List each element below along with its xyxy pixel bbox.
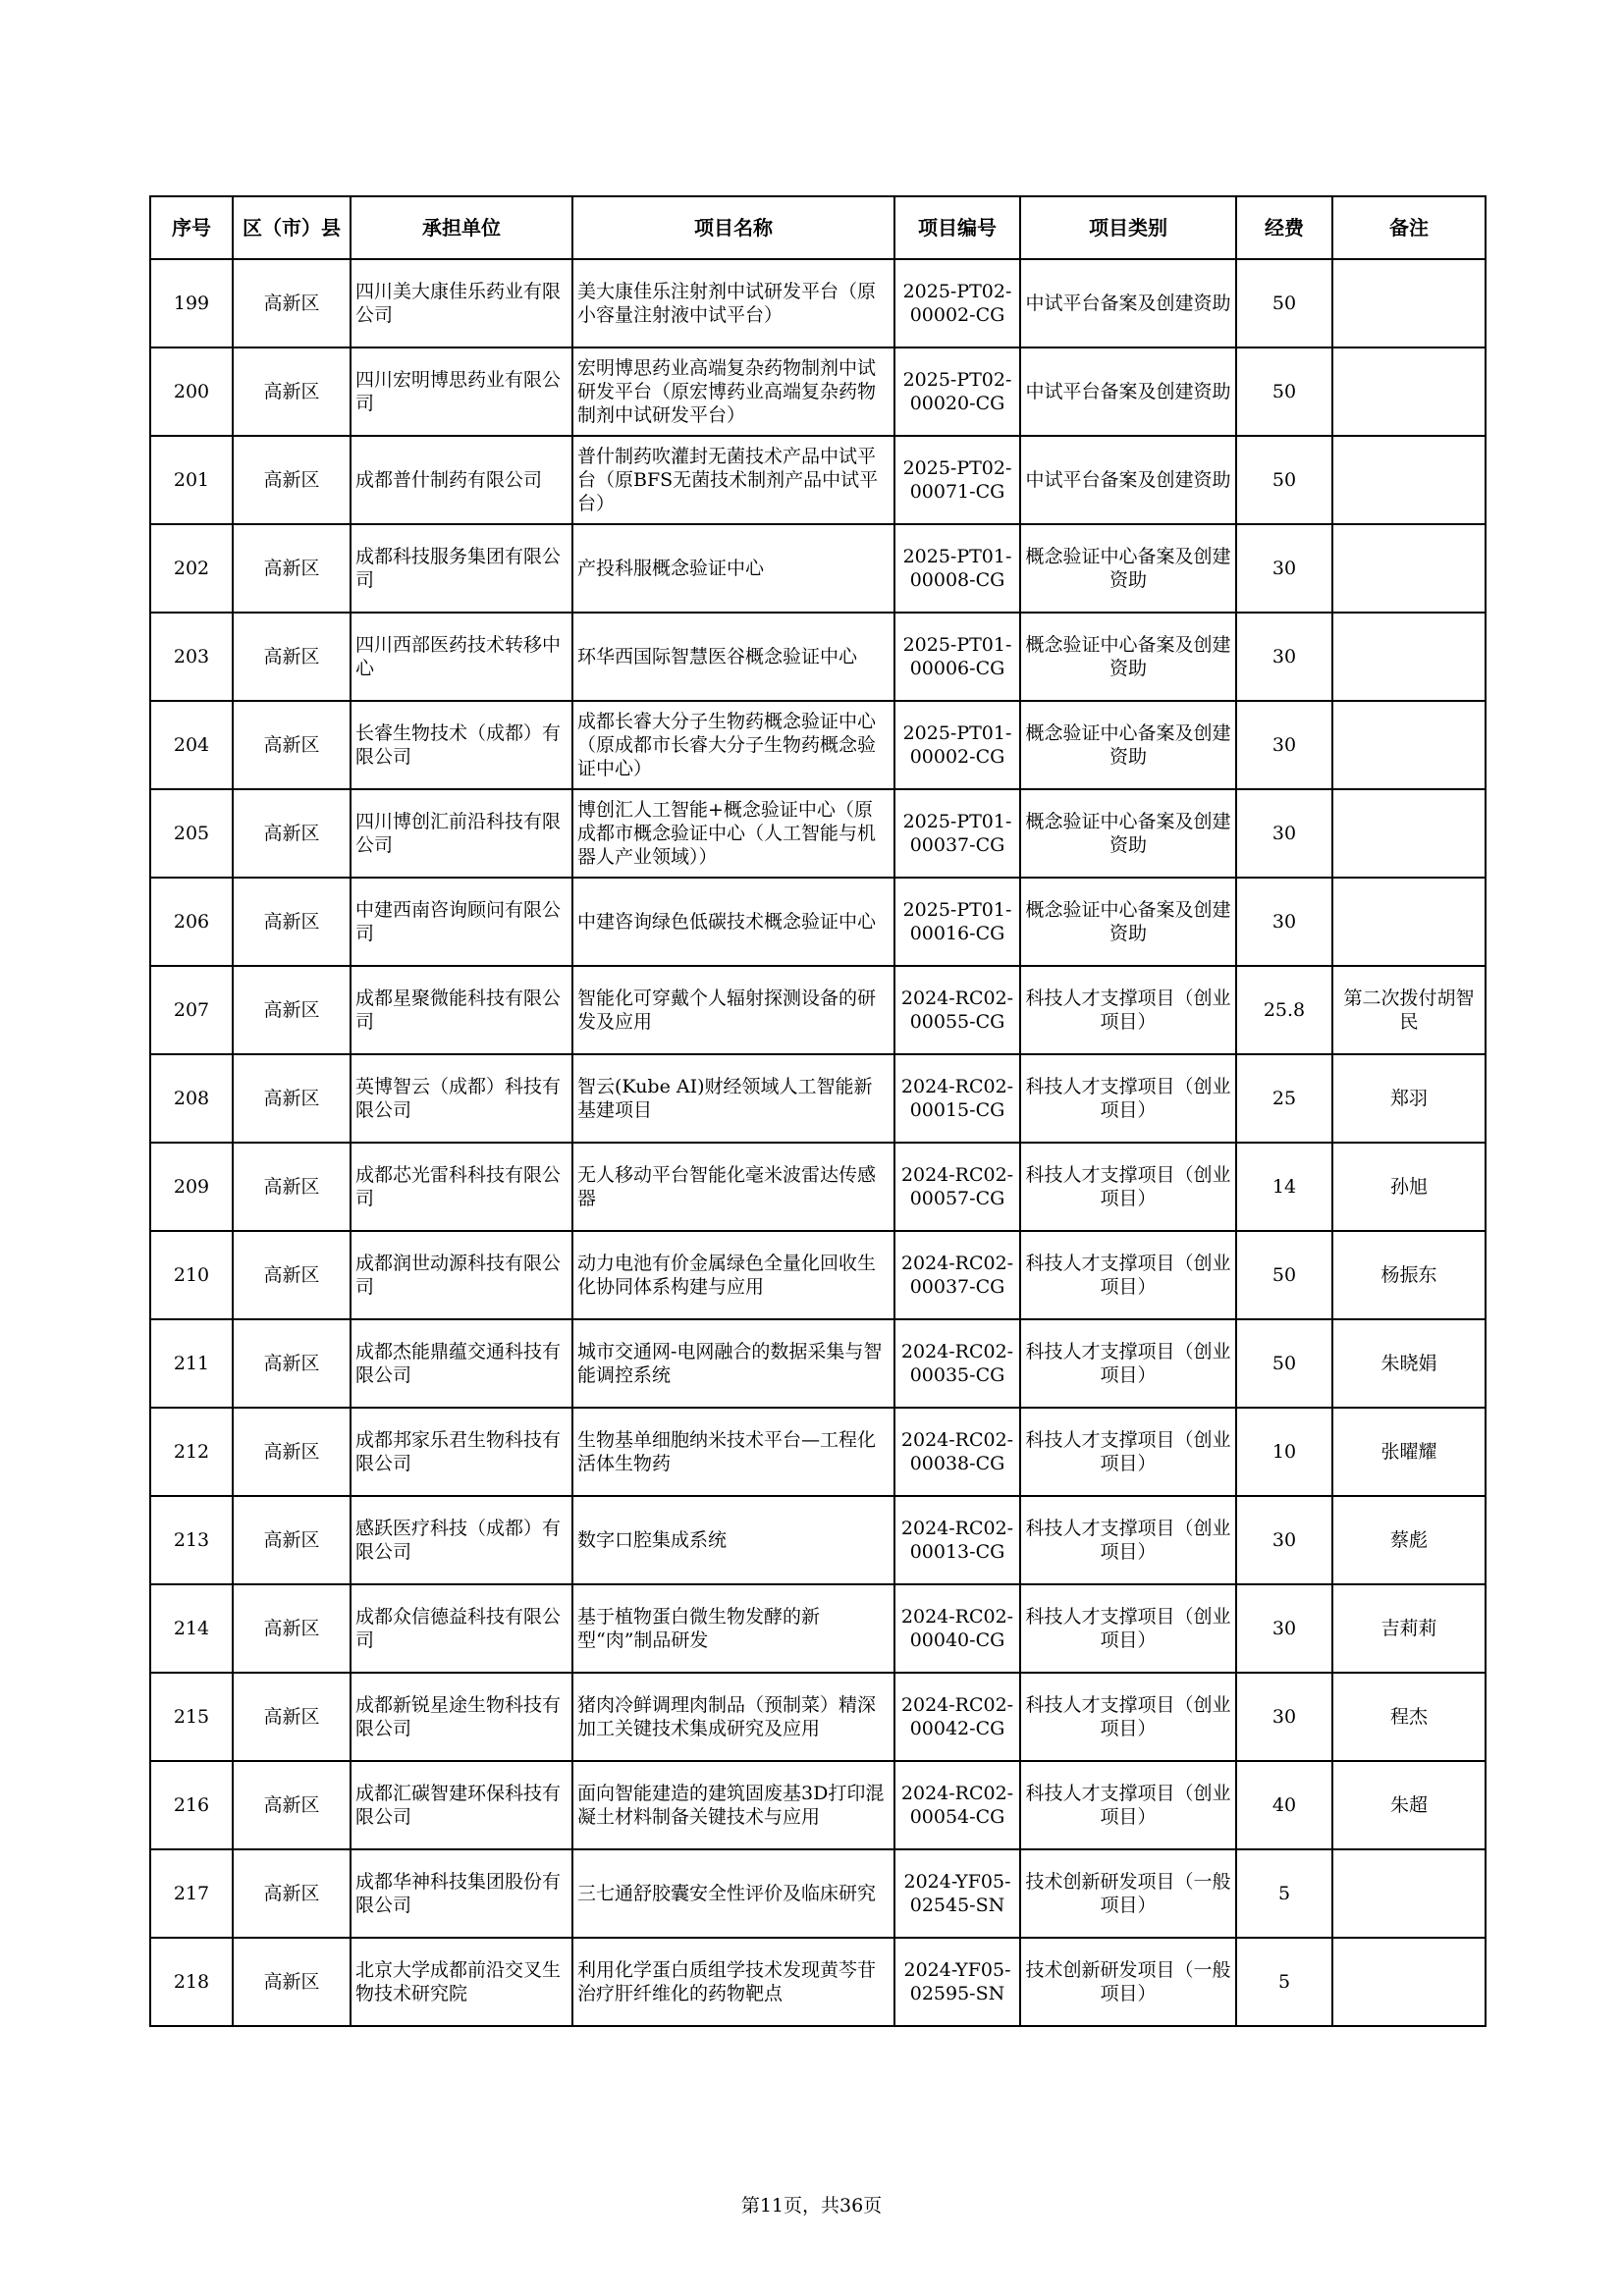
table-row — [150, 1761, 1486, 1849]
cell-project: 中建咨询绿色低碳技术概念验证中心 — [572, 878, 894, 966]
cell-remark — [1332, 789, 1486, 878]
cell-category: 科技人才支撑项目（创业项目） — [1020, 1319, 1236, 1408]
cell-category: 概念验证中心备案及创建资助 — [1020, 701, 1236, 789]
cell-code: 2024-YF05-02595-SN — [894, 1938, 1020, 2026]
cell-district: 高新区 — [233, 1231, 351, 1319]
cell-funding: 50 — [1236, 347, 1332, 436]
cell-unit: 感跃医疗科技（成都）有限公司 — [351, 1496, 572, 1584]
cell-district: 高新区 — [233, 966, 351, 1054]
cell-project: 数字口腔集成系统 — [572, 1496, 894, 1584]
table-row — [150, 1054, 1486, 1143]
table-row — [150, 347, 1486, 436]
cell-project: 宏明博思药业高端复杂药物制剂中试研发平台（原宏博药业高端复杂药物制剂中试研发平台） — [572, 347, 894, 436]
cell-district: 高新区 — [233, 259, 351, 347]
cell-project: 产投科服概念验证中心 — [572, 524, 894, 613]
cell-project: 面向智能建造的建筑固废基3D打印混凝土材料制备关键技术与应用 — [572, 1761, 894, 1849]
cell-remark — [1332, 701, 1486, 789]
cell-category: 技术创新研发项目（一般项目） — [1020, 1938, 1236, 2026]
cell-category: 科技人才支撑项目（创业项目） — [1020, 1143, 1236, 1231]
cell-funding: 50 — [1236, 259, 1332, 347]
cell-remark: 蔡彪 — [1332, 1496, 1486, 1584]
cell-unit: 成都杰能鼎蕴交通科技有限公司 — [351, 1319, 572, 1408]
header-funding: 经费 — [1236, 196, 1332, 259]
cell-remark: 第二次拨付胡智民 — [1332, 966, 1486, 1054]
page-footer: 第11页，共36页 — [740, 2195, 883, 2216]
cell-code: 2024-RC02-00042-CG — [894, 1673, 1020, 1761]
cell-remark: 郑羽 — [1332, 1054, 1486, 1143]
table-row — [150, 1849, 1486, 1938]
cell-code: 2025-PT02-00071-CG — [894, 436, 1020, 524]
cell-unit: 成都润世动源科技有限公司 — [351, 1231, 572, 1319]
cell-project: 智能化可穿戴个人辐射探测设备的研发及应用 — [572, 966, 894, 1054]
cell-category: 科技人才支撑项目（创业项目） — [1020, 1761, 1236, 1849]
cell-unit: 英博智云（成都）科技有限公司 — [351, 1054, 572, 1143]
cell-funding: 30 — [1236, 789, 1332, 878]
cell-seq: 210 — [150, 1231, 233, 1319]
cell-unit: 成都汇碳智建环保科技有限公司 — [351, 1761, 572, 1849]
cell-seq: 213 — [150, 1496, 233, 1584]
cell-funding: 25 — [1236, 1054, 1332, 1143]
cell-code: 2024-RC02-00035-CG — [894, 1319, 1020, 1408]
cell-unit: 成都众信德益科技有限公司 — [351, 1584, 572, 1673]
cell-funding: 25.8 — [1236, 966, 1332, 1054]
cell-category: 科技人才支撑项目（创业项目） — [1020, 1408, 1236, 1496]
cell-district: 高新区 — [233, 1054, 351, 1143]
table-row — [150, 1231, 1486, 1319]
cell-project: 猪肉冷鲜调理肉制品（预制菜）精深加工关键技术集成研究及应用 — [572, 1673, 894, 1761]
cell-unit: 中建西南咨询顾问有限公司 — [351, 878, 572, 966]
cell-funding: 30 — [1236, 1584, 1332, 1673]
cell-project: 美大康佳乐注射剂中试研发平台（原小容量注射液中试平台） — [572, 259, 894, 347]
cell-code: 2025-PT02-00020-CG — [894, 347, 1020, 436]
cell-remark: 程杰 — [1332, 1673, 1486, 1761]
cell-project: 成都长睿大分子生物药概念验证中心（原成都市长睿大分子生物药概念验证中心） — [572, 701, 894, 789]
cell-funding: 10 — [1236, 1408, 1332, 1496]
cell-code: 2025-PT02-00002-CG — [894, 259, 1020, 347]
cell-remark — [1332, 878, 1486, 966]
table-row — [150, 878, 1486, 966]
table-row — [150, 1938, 1486, 2026]
header-seq: 序号 — [150, 196, 233, 259]
cell-district: 高新区 — [233, 1849, 351, 1938]
cell-seq: 214 — [150, 1584, 233, 1673]
cell-unit: 成都科技服务集团有限公司 — [351, 524, 572, 613]
cell-remark: 吉莉莉 — [1332, 1584, 1486, 1673]
table-row — [150, 966, 1486, 1054]
table-header-row — [150, 196, 1486, 259]
cell-category: 科技人才支撑项目（创业项目） — [1020, 1054, 1236, 1143]
table-row — [150, 701, 1486, 789]
cell-seq: 206 — [150, 878, 233, 966]
cell-category: 概念验证中心备案及创建资助 — [1020, 613, 1236, 701]
cell-code: 2024-RC02-00015-CG — [894, 1054, 1020, 1143]
cell-district: 高新区 — [233, 1761, 351, 1849]
header-district: 区（市）县 — [233, 196, 351, 259]
cell-unit: 成都邦家乐君生物科技有限公司 — [351, 1408, 572, 1496]
table-row — [150, 436, 1486, 524]
cell-code: 2025-PT01-00037-CG — [894, 789, 1020, 878]
cell-remark — [1332, 1849, 1486, 1938]
cell-code: 2024-RC02-00040-CG — [894, 1584, 1020, 1673]
cell-seq: 201 — [150, 436, 233, 524]
header-project: 项目名称 — [572, 196, 894, 259]
cell-code: 2025-PT01-00002-CG — [894, 701, 1020, 789]
table-row — [150, 789, 1486, 878]
cell-remark: 杨振东 — [1332, 1231, 1486, 1319]
cell-code: 2024-RC02-00057-CG — [894, 1143, 1020, 1231]
cell-project: 生物基单细胞纳米技术平台—工程化活体生物药 — [572, 1408, 894, 1496]
cell-category: 中试平台备案及创建资助 — [1020, 436, 1236, 524]
cell-funding: 50 — [1236, 1319, 1332, 1408]
cell-district: 高新区 — [233, 1584, 351, 1673]
cell-project: 博创汇人工智能+概念验证中心（原成都市概念验证中心（人工智能与机器人产业领域）） — [572, 789, 894, 878]
table-row — [150, 259, 1486, 347]
cell-funding: 5 — [1236, 1938, 1332, 2026]
cell-remark — [1332, 524, 1486, 613]
cell-code: 2024-RC02-00054-CG — [894, 1761, 1020, 1849]
cell-remark: 张曜耀 — [1332, 1408, 1486, 1496]
cell-project: 三七通舒胶囊安全性评价及临床研究 — [572, 1849, 894, 1938]
cell-funding: 30 — [1236, 1496, 1332, 1584]
cell-unit: 四川宏明博思药业有限公司 — [351, 347, 572, 436]
cell-project: 利用化学蛋白质组学技术发现黄芩苷治疗肝纤维化的药物靶点 — [572, 1938, 894, 2026]
cell-unit: 成都星聚微能科技有限公司 — [351, 966, 572, 1054]
cell-code: 2025-PT01-00008-CG — [894, 524, 1020, 613]
cell-funding: 30 — [1236, 1673, 1332, 1761]
cell-unit: 成都芯光雷科科技有限公司 — [351, 1143, 572, 1231]
cell-category: 技术创新研发项目（一般项目） — [1020, 1849, 1236, 1938]
cell-remark — [1332, 613, 1486, 701]
cell-code: 2025-PT01-00006-CG — [894, 613, 1020, 701]
cell-remark — [1332, 347, 1486, 436]
cell-funding: 40 — [1236, 1761, 1332, 1849]
cell-category: 概念验证中心备案及创建资助 — [1020, 789, 1236, 878]
cell-category: 科技人才支撑项目（创业项目） — [1020, 1231, 1236, 1319]
cell-unit: 北京大学成都前沿交叉生物技术研究院 — [351, 1938, 572, 2026]
cell-category: 中试平台备案及创建资助 — [1020, 259, 1236, 347]
cell-district: 高新区 — [233, 613, 351, 701]
cell-category: 科技人才支撑项目（创业项目） — [1020, 1496, 1236, 1584]
cell-category: 概念验证中心备案及创建资助 — [1020, 524, 1236, 613]
cell-unit: 长睿生物技术（成都）有限公司 — [351, 701, 572, 789]
cell-funding: 5 — [1236, 1849, 1332, 1938]
cell-project: 基于植物蛋白微生物发酵的新型“肉”制品研发 — [572, 1584, 894, 1673]
cell-remark — [1332, 259, 1486, 347]
cell-seq: 215 — [150, 1673, 233, 1761]
cell-project: 动力电池有价金属绿色全量化回收生化协同体系构建与应用 — [572, 1231, 894, 1319]
cell-unit: 四川美大康佳乐药业有限公司 — [351, 259, 572, 347]
cell-funding: 30 — [1236, 701, 1332, 789]
cell-category: 科技人才支撑项目（创业项目） — [1020, 1673, 1236, 1761]
cell-seq: 217 — [150, 1849, 233, 1938]
cell-unit: 成都新锐星途生物科技有限公司 — [351, 1673, 572, 1761]
table-row — [150, 1584, 1486, 1673]
cell-district: 高新区 — [233, 1673, 351, 1761]
cell-seq: 207 — [150, 966, 233, 1054]
table-body — [150, 259, 1486, 2026]
cell-project: 环华西国际智慧医谷概念验证中心 — [572, 613, 894, 701]
table-row — [150, 1673, 1486, 1761]
cell-unit: 四川西部医药技术转移中心 — [351, 613, 572, 701]
project-table — [149, 195, 1487, 2027]
cell-funding: 50 — [1236, 436, 1332, 524]
cell-unit: 四川博创汇前沿科技有限公司 — [351, 789, 572, 878]
table-row — [150, 1319, 1486, 1408]
table-row — [150, 524, 1486, 613]
cell-code: 2024-RC02-00013-CG — [894, 1496, 1020, 1584]
cell-seq: 218 — [150, 1938, 233, 2026]
header-category: 项目类别 — [1020, 196, 1236, 259]
cell-seq: 216 — [150, 1761, 233, 1849]
cell-remark: 朱超 — [1332, 1761, 1486, 1849]
cell-funding: 50 — [1236, 1231, 1332, 1319]
cell-seq: 199 — [150, 259, 233, 347]
cell-district: 高新区 — [233, 1143, 351, 1231]
cell-funding: 30 — [1236, 878, 1332, 966]
cell-district: 高新区 — [233, 1408, 351, 1496]
header-unit: 承担单位 — [351, 196, 572, 259]
cell-category: 科技人才支撑项目（创业项目） — [1020, 1584, 1236, 1673]
cell-district: 高新区 — [233, 436, 351, 524]
cell-project: 城市交通网-电网融合的数据采集与智能调控系统 — [572, 1319, 894, 1408]
cell-unit: 成都普什制药有限公司 — [351, 436, 572, 524]
header-code: 项目编号 — [894, 196, 1020, 259]
cell-district: 高新区 — [233, 347, 351, 436]
cell-remark — [1332, 436, 1486, 524]
cell-district: 高新区 — [233, 878, 351, 966]
cell-remark: 朱晓娟 — [1332, 1319, 1486, 1408]
cell-seq: 208 — [150, 1054, 233, 1143]
cell-district: 高新区 — [233, 1496, 351, 1584]
cell-seq: 200 — [150, 347, 233, 436]
cell-seq: 205 — [150, 789, 233, 878]
cell-seq: 203 — [150, 613, 233, 701]
cell-project: 智云(Kube AI)财经领域人工智能新基建项目 — [572, 1054, 894, 1143]
cell-district: 高新区 — [233, 524, 351, 613]
cell-funding: 30 — [1236, 613, 1332, 701]
table-row — [150, 1143, 1486, 1231]
cell-code: 2024-RC02-00038-CG — [894, 1408, 1020, 1496]
cell-seq: 202 — [150, 524, 233, 613]
table-row — [150, 1496, 1486, 1584]
cell-seq: 211 — [150, 1319, 233, 1408]
header-remark: 备注 — [1332, 196, 1486, 259]
cell-project: 无人移动平台智能化毫米波雷达传感器 — [572, 1143, 894, 1231]
cell-district: 高新区 — [233, 1319, 351, 1408]
cell-remark: 孙旭 — [1332, 1143, 1486, 1231]
cell-unit: 成都华神科技集团股份有限公司 — [351, 1849, 572, 1938]
cell-seq: 209 — [150, 1143, 233, 1231]
table-row — [150, 613, 1486, 701]
cell-seq: 204 — [150, 701, 233, 789]
cell-code: 2024-RC02-00037-CG — [894, 1231, 1020, 1319]
table-row — [150, 1408, 1486, 1496]
cell-funding: 14 — [1236, 1143, 1332, 1231]
cell-funding: 30 — [1236, 524, 1332, 613]
cell-code: 2025-PT01-00016-CG — [894, 878, 1020, 966]
cell-district: 高新区 — [233, 789, 351, 878]
cell-category: 科技人才支撑项目（创业项目） — [1020, 966, 1236, 1054]
cell-category: 概念验证中心备案及创建资助 — [1020, 878, 1236, 966]
cell-project: 普什制药吹灌封无菌技术产品中试平台（原BFS无菌技术制剂产品中试平台） — [572, 436, 894, 524]
cell-code: 2024-RC02-00055-CG — [894, 966, 1020, 1054]
cell-code: 2024-YF05-02545-SN — [894, 1849, 1020, 1938]
cell-remark — [1332, 1938, 1486, 2026]
cell-seq: 212 — [150, 1408, 233, 1496]
cell-category: 中试平台备案及创建资助 — [1020, 347, 1236, 436]
cell-district: 高新区 — [233, 701, 351, 789]
cell-district: 高新区 — [233, 1938, 351, 2026]
